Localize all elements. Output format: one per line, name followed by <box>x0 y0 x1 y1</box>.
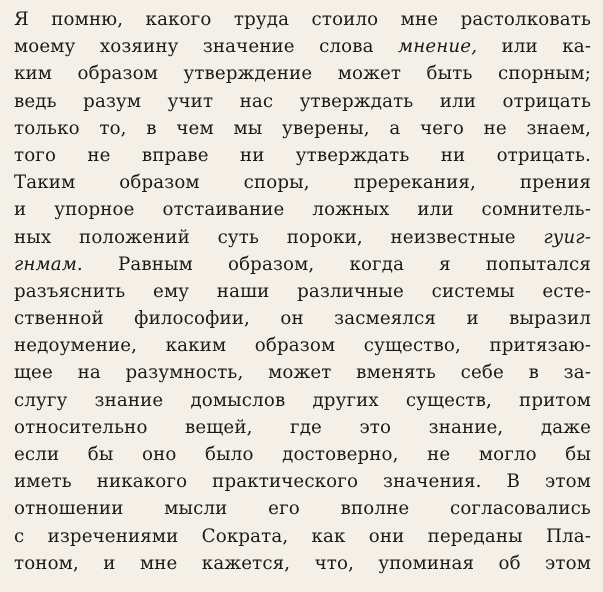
italic-text-segment: гуиг- <box>543 226 591 248</box>
text-line <box>14 387 591 414</box>
text-segment: отношении мысли его вполне согласовались <box>14 498 591 520</box>
text-segment: и упорное отстаивание ложных или сомнитель- <box>14 199 591 221</box>
text-line <box>14 278 591 305</box>
text-line <box>14 441 591 468</box>
text-segment: ведь разум учит нас утверждать или отрицать <box>14 90 591 112</box>
text-line <box>14 468 591 495</box>
text-segment: ных положений суть пороки, неизвестные <box>14 226 544 248</box>
text-segment: относительно вещей, где это знание, даже <box>14 416 591 438</box>
text-segment: щее на разумность, может вменять себе в за- <box>14 362 591 384</box>
text-segment: Таким образом споры, пререкания, прения <box>14 172 591 194</box>
text-line <box>14 224 591 251</box>
text-segment: разъяснить ему наши различные системы есте- <box>14 280 591 302</box>
text-segment: иметь никакого практического значения. В этом <box>14 471 591 493</box>
text-line <box>14 495 591 522</box>
text-line <box>14 6 591 33</box>
text-segment: недоумение, каким образом существо, притязаю- <box>14 335 591 357</box>
text-line <box>14 115 591 142</box>
text-segment: слугу знание домыслов других существ, притом <box>14 389 591 411</box>
text-line <box>14 88 591 115</box>
text-line <box>14 359 591 386</box>
text-segment: с изречениями Сократа, как они переданы Пла- <box>14 525 591 547</box>
text-segment: если бы оно было достоверно, не могло бы <box>14 444 591 465</box>
text-segment: моему хозяину значение слова <box>14 36 399 58</box>
text-segment: Я помню, какого труда стоило мне растолковать <box>14 9 591 30</box>
text-line <box>14 169 591 196</box>
text-segment: или ка- <box>477 36 591 58</box>
italic-text-segment: мнение, <box>398 36 478 58</box>
text-line <box>14 60 591 87</box>
text-segment: ственной философии, он засмеялся и выразил <box>14 308 591 330</box>
text-line <box>14 305 591 332</box>
italic-text-segment: гнмам. <box>14 253 83 275</box>
text-line <box>14 196 591 223</box>
text-line <box>14 142 591 169</box>
text-line <box>14 251 591 278</box>
text-line <box>14 550 591 577</box>
text-line <box>14 414 591 441</box>
text-segment: того не вправе ни утверждать ни отрицать. <box>14 144 591 166</box>
text-line <box>14 33 591 60</box>
text-line <box>14 332 591 359</box>
text-segment: тоном, и мне кажется, что, упоминая об этом <box>14 552 591 574</box>
text-segment: Равным образом, когда я попытался <box>82 253 591 275</box>
text-segment: ким образом утверждение может быть спорным; <box>14 63 591 85</box>
text-line <box>14 523 591 550</box>
text-segment: только то, в чем мы уверены, а чего не знаем, <box>14 117 591 139</box>
